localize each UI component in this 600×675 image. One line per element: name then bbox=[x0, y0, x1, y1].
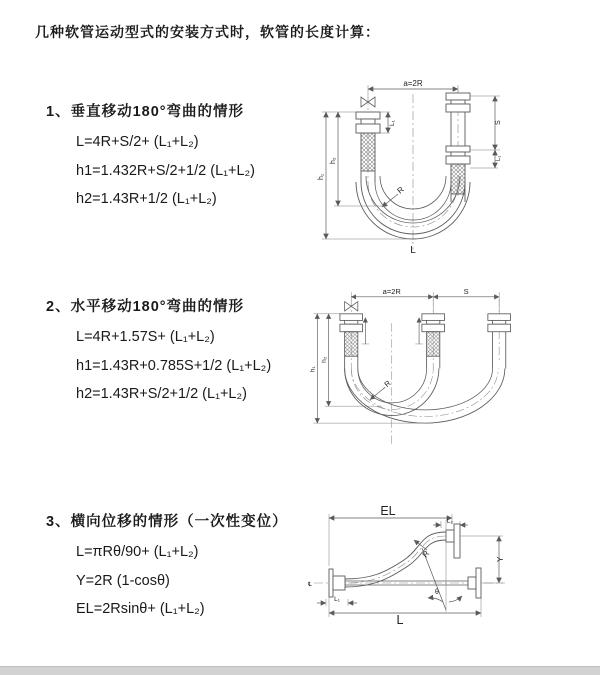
dimension-s bbox=[470, 96, 502, 150]
dim-label-l: L bbox=[396, 613, 404, 627]
diagram-horizontal-180-bend bbox=[306, 282, 551, 454]
dim-label-a2r: a=2R bbox=[382, 287, 401, 297]
radius-callout bbox=[414, 540, 431, 559]
formula-line: L=4R+S/2+ (L₁+L₂) bbox=[76, 134, 199, 150]
dimension-l2 bbox=[433, 518, 468, 528]
page-bottom-bar bbox=[0, 666, 600, 675]
formula-line: L=4R+1.57S+ (L₁+L₂) bbox=[76, 329, 215, 345]
centerline-mark: ℄ bbox=[308, 582, 312, 588]
label-radius: R bbox=[395, 184, 406, 196]
dimension-top-a2r bbox=[351, 287, 499, 314]
right-pipe-fitting bbox=[488, 314, 511, 369]
dim-label-h1: h₁ bbox=[318, 173, 325, 180]
dim-label-a2r: a=2R bbox=[403, 79, 423, 88]
dim-label-l1-left: L₁ bbox=[389, 120, 396, 126]
radius-callout bbox=[370, 378, 393, 399]
position-arrows bbox=[362, 318, 423, 344]
dim-label-h2: h₂ bbox=[320, 356, 328, 363]
section-2-heading: 2、水平移动180°弯曲的情形 bbox=[46, 299, 245, 315]
section-3-heading: 3、横向位移的情形（一次性变位） bbox=[46, 514, 288, 530]
dimension-top-a2r bbox=[368, 79, 458, 96]
dim-label-h1: h₁ bbox=[309, 366, 317, 373]
braided-hose-section bbox=[361, 133, 375, 171]
braided-hose-section bbox=[345, 332, 358, 357]
right-flange bbox=[468, 568, 481, 598]
formula-line: Y=2R (1-cosθ) bbox=[76, 572, 170, 589]
dim-label-l2: L₂ bbox=[446, 518, 454, 525]
formula-line: h1=1.432R+S/2+1/2 (L₁+L₂) bbox=[76, 162, 256, 179]
hose-s-curve bbox=[345, 532, 446, 587]
dim-label-y: Y bbox=[496, 556, 505, 562]
label-radius: R bbox=[382, 378, 393, 389]
dim-label-l1-right: L₁ bbox=[496, 155, 502, 161]
upper-flange bbox=[446, 524, 460, 558]
dim-label-h2: h₂ bbox=[330, 157, 337, 164]
dimension-s bbox=[433, 287, 499, 297]
dim-label-l1: L₁ bbox=[334, 596, 340, 603]
hose-u-bend-displaced bbox=[345, 368, 505, 423]
dimension-l bbox=[329, 597, 481, 627]
left-flange bbox=[329, 569, 345, 597]
label-radius: R bbox=[420, 549, 432, 560]
label-length: L bbox=[410, 245, 416, 256]
section-lateral-displacement bbox=[46, 510, 288, 624]
middle-pipe-fitting bbox=[422, 314, 445, 369]
formula-line: h2=1.43R+S/2+1/2 (L₁+L₂) bbox=[76, 386, 247, 402]
radius-callout bbox=[382, 185, 406, 207]
section-horizontal-movement bbox=[46, 295, 271, 409]
label-theta: θ bbox=[435, 589, 439, 596]
section-1-heading: 1、垂直移动180°弯曲的情形 bbox=[46, 104, 245, 120]
dim-label-el: EL bbox=[380, 504, 396, 518]
dimension-l1-left bbox=[380, 112, 396, 133]
formula-line: L=πRθ/90+ (L₁+L₂) bbox=[76, 544, 199, 560]
page-title: 几种软管运动型式的安装方式时，软管的长度计算： bbox=[35, 24, 380, 40]
dim-label-s: S bbox=[463, 287, 469, 297]
dim-label-s: S bbox=[495, 120, 502, 125]
section-vertical-movement bbox=[46, 100, 255, 214]
formula-line: EL=2Rsinθ+ (L₁+L₂) bbox=[76, 601, 205, 617]
formula-line: h1=1.43R+0.785S+1/2 (L₁+L₂) bbox=[76, 357, 272, 374]
diagram-lateral-displacement bbox=[300, 498, 510, 648]
dimension-l1 bbox=[317, 596, 357, 606]
centerlines bbox=[368, 90, 458, 250]
left-pipe-fitting bbox=[340, 314, 363, 369]
dimension-el bbox=[329, 504, 452, 566]
dimension-l1-right bbox=[470, 150, 502, 168]
braided-hose-section bbox=[427, 332, 440, 357]
diagram-vertical-180-bend bbox=[310, 76, 560, 256]
formula-line: h2=1.43R+1/2 (L₁+L₂) bbox=[76, 191, 217, 207]
dimension-y bbox=[460, 536, 505, 583]
